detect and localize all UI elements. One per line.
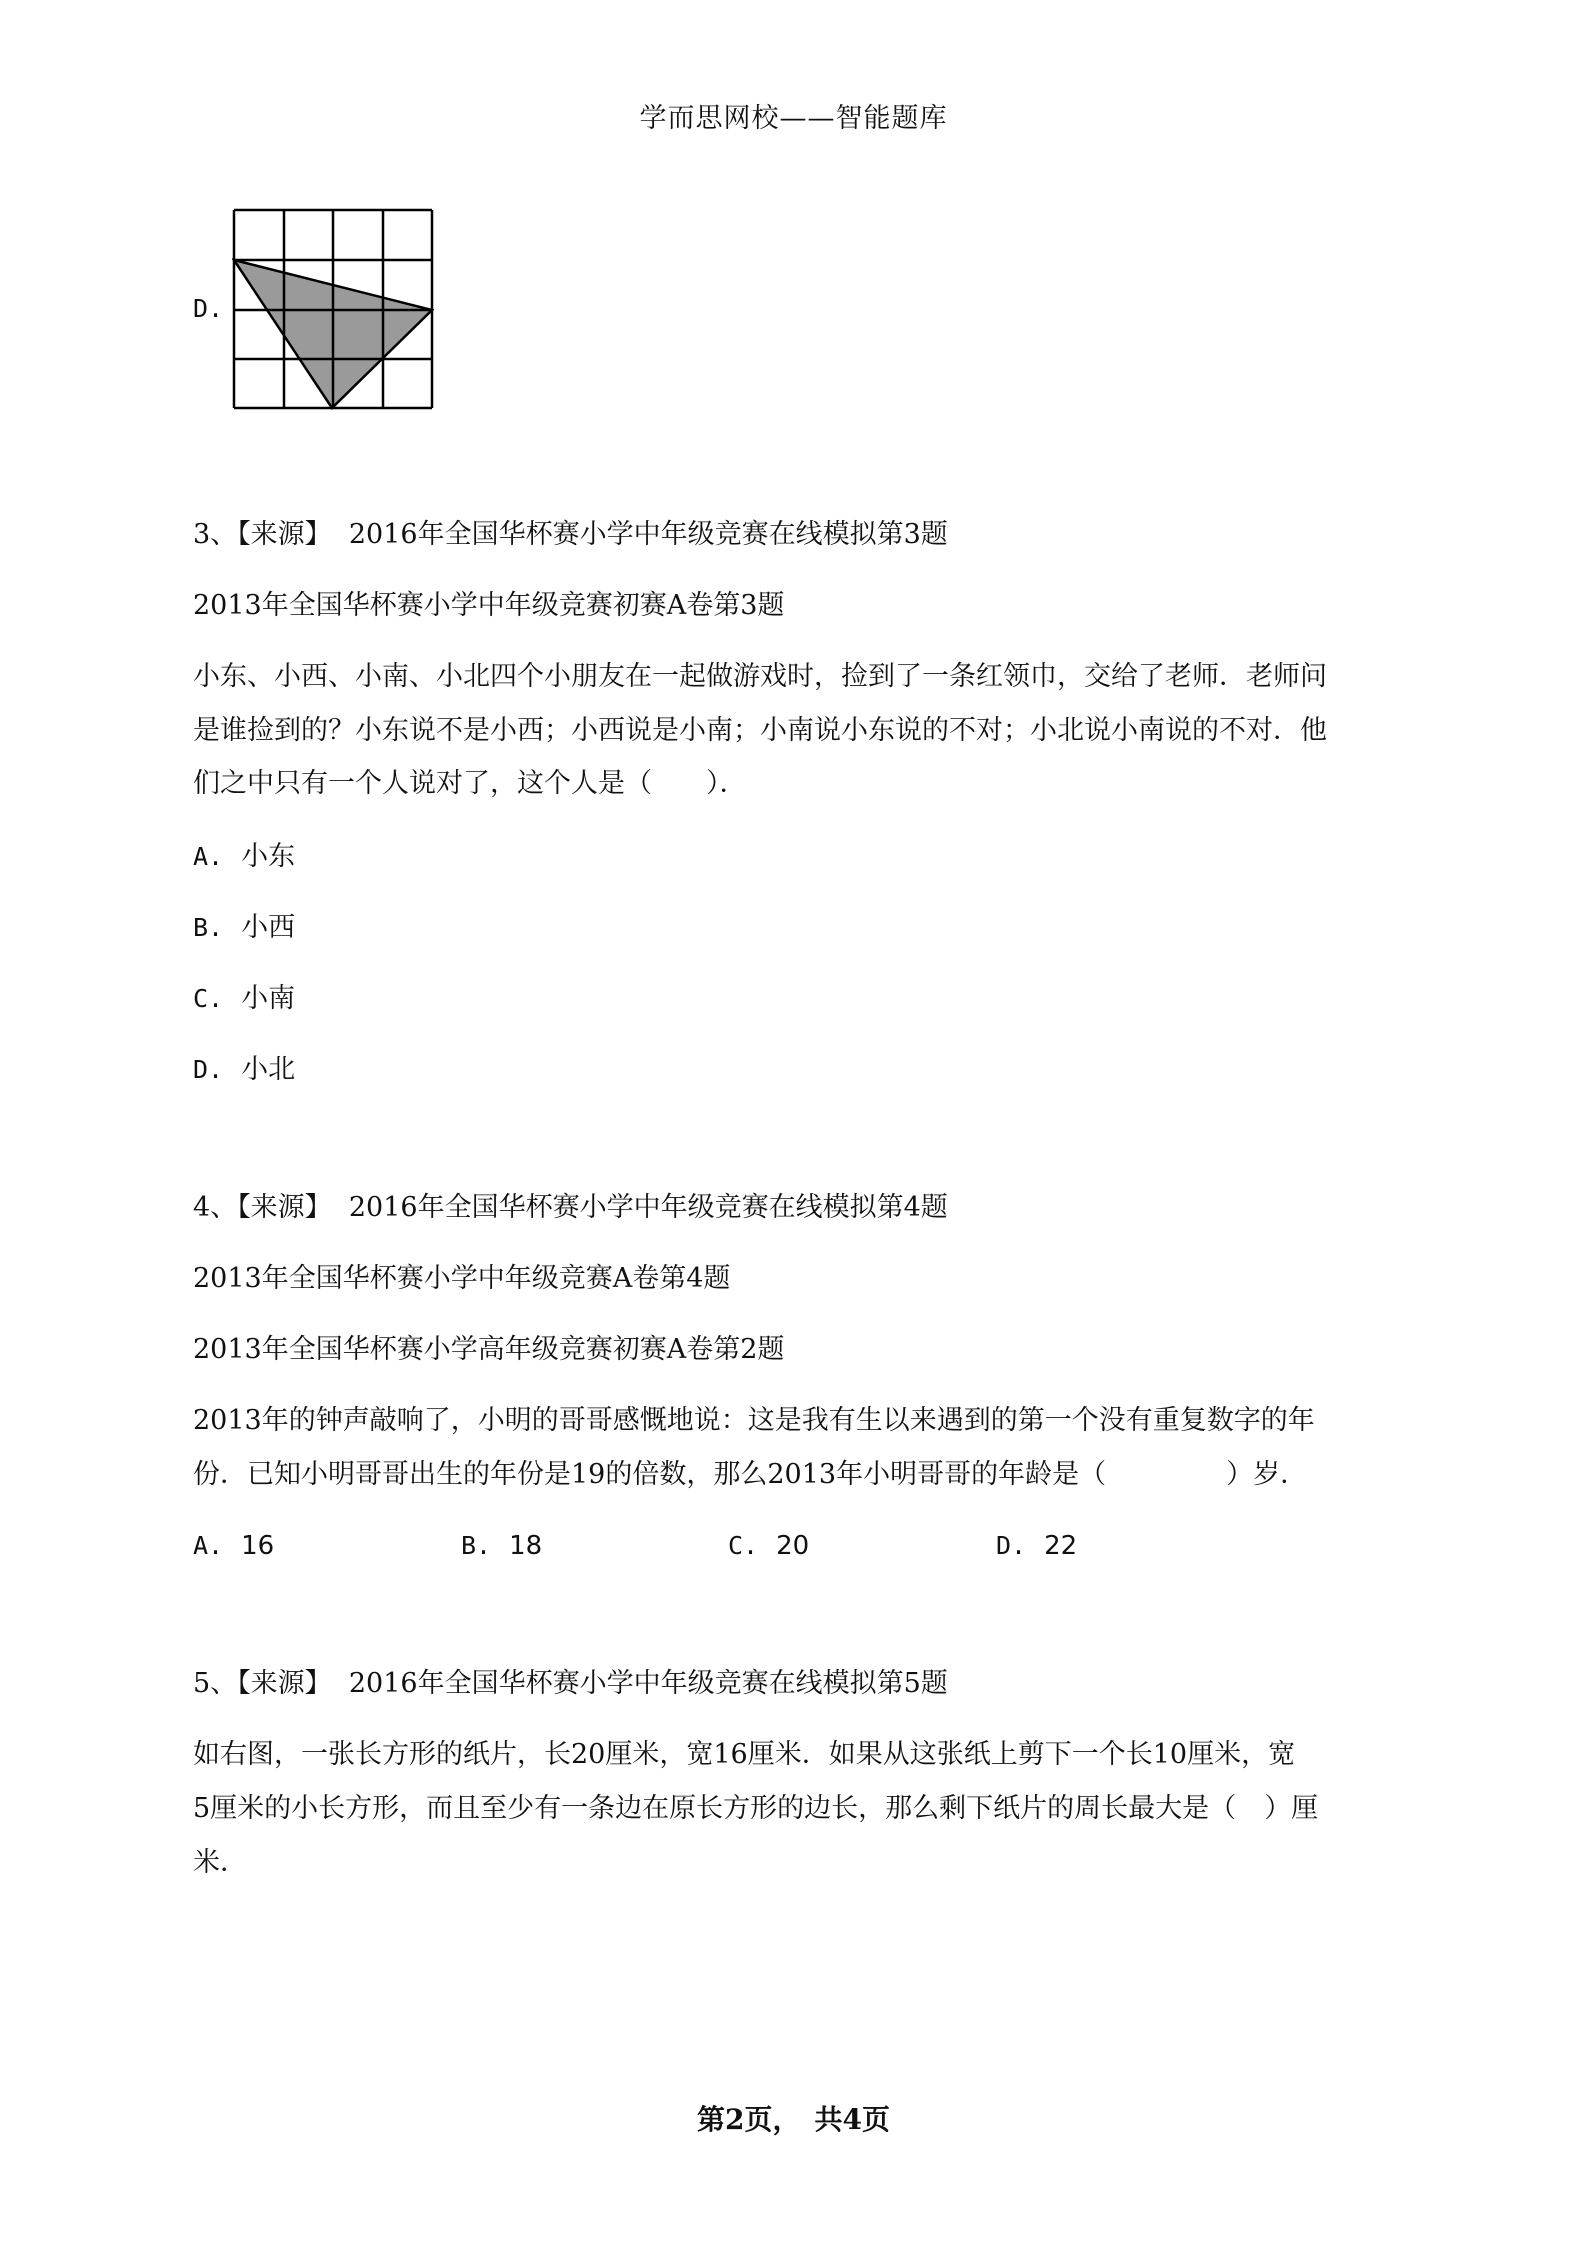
q4-text-line-2 — [193, 1458, 1307, 1492]
option-label: B. — [461, 1531, 492, 1560]
question-number: 5、 — [193, 1668, 238, 1699]
source-text: 2016年全国华杯赛小学中年级竞赛在线模拟第4题 — [348, 1192, 948, 1223]
q4-option-d — [996, 1530, 1077, 1561]
page-header: 学而思网校——智能题库 — [639, 103, 948, 134]
option-label: C. — [193, 984, 224, 1013]
page-footer: 第2页， 共4页 — [697, 2103, 890, 2136]
source-tag: 【来源】 — [237, 519, 332, 550]
question-number: 3、 — [193, 519, 238, 550]
option-label: D. — [996, 1531, 1027, 1560]
q4-option-a — [193, 1530, 274, 1561]
option-label: A. — [193, 842, 224, 871]
q5-text-line-2-start: 5厘米的小长方形，而且至少有一条边在原长方形的边长，那么剩下纸片的周长最大是（ — [193, 1793, 1237, 1824]
option-text: 小东 — [241, 841, 296, 872]
q5-text-line-3: 米． — [193, 1847, 247, 1878]
q5-source-line-1 — [193, 1667, 948, 1701]
q3-option-a — [193, 840, 295, 874]
q4-source-line-2: 2013年全国华杯赛小学中年级竞赛A卷第4题 — [193, 1263, 731, 1294]
q4-text-line-2-end: ）岁． — [1226, 1459, 1308, 1490]
option-text: 小南 — [241, 983, 296, 1014]
q3-source-line-2: 2013年全国华杯赛小学中年级竞赛初赛A卷第3题 — [193, 590, 785, 621]
source-text: 2016年全国华杯赛小学中年级竞赛在线模拟第5题 — [348, 1668, 948, 1699]
q3-source-line-1 — [193, 518, 948, 552]
question-number: 4、 — [193, 1192, 238, 1223]
source-tag: 【来源】 — [237, 1668, 332, 1699]
option-label: D. — [193, 294, 224, 323]
q4-text-line-2-start: 份．已知小明哥哥出生的年份是19的倍数，那么2013年小明哥哥的年龄是（ — [193, 1459, 1107, 1490]
q4-text-line-1: 2013年的钟声敲响了，小明的哥哥感慨地说：这是我有生以来遇到的第一个没有重复数字的年 — [193, 1405, 1315, 1436]
q4-source-line-3: 2013年全国华杯赛小学高年级竞赛初赛A卷第2题 — [193, 1334, 785, 1365]
option-text: 18 — [509, 1531, 543, 1561]
option-label: B. — [193, 913, 224, 942]
option-label: A. — [193, 1531, 224, 1560]
source-tag: 【来源】 — [237, 1192, 332, 1223]
option-text: 小北 — [241, 1054, 296, 1085]
option-label: D. — [193, 1055, 224, 1084]
q3-text-line-1: 小东、小西、小南、小北四个小朋友在一起做游戏时，捡到了一条红领巾，交给了老师．老师问 — [193, 661, 1327, 692]
q3-option-b — [193, 911, 295, 945]
q3-text-line-3: 们之中只有一个人说对了，这个人是（ ）． — [193, 768, 747, 799]
q3-text-line-2: 是谁捡到的？小东说不是小西；小西说是小南；小南说小东说的不对；小北说小南说的不对．他 — [193, 715, 1327, 746]
q3-option-d — [193, 1053, 295, 1087]
q2-option-d-grid-figure — [232, 208, 436, 412]
option-text: 16 — [241, 1531, 275, 1561]
q4-option-c — [728, 1530, 809, 1561]
option-text: 小西 — [241, 912, 296, 943]
q4-source-line-1 — [193, 1191, 948, 1225]
q5-text-line-2 — [193, 1792, 1318, 1826]
source-text: 2016年全国华杯赛小学中年级竞赛在线模拟第3题 — [348, 519, 948, 550]
option-label: C. — [728, 1531, 759, 1560]
q4-option-b — [461, 1530, 542, 1561]
q3-option-c — [193, 982, 295, 1016]
option-text: 22 — [1044, 1531, 1078, 1561]
q5-text-line-2-end: ）厘 — [1264, 1793, 1319, 1824]
option-text: 20 — [776, 1531, 810, 1561]
q5-text-line-1: 如右图，一张长方形的纸片，长20厘米，宽16厘米．如果从这张纸上剪下一个长10厘米，宽 — [193, 1739, 1296, 1770]
grid-lines — [234, 210, 432, 408]
